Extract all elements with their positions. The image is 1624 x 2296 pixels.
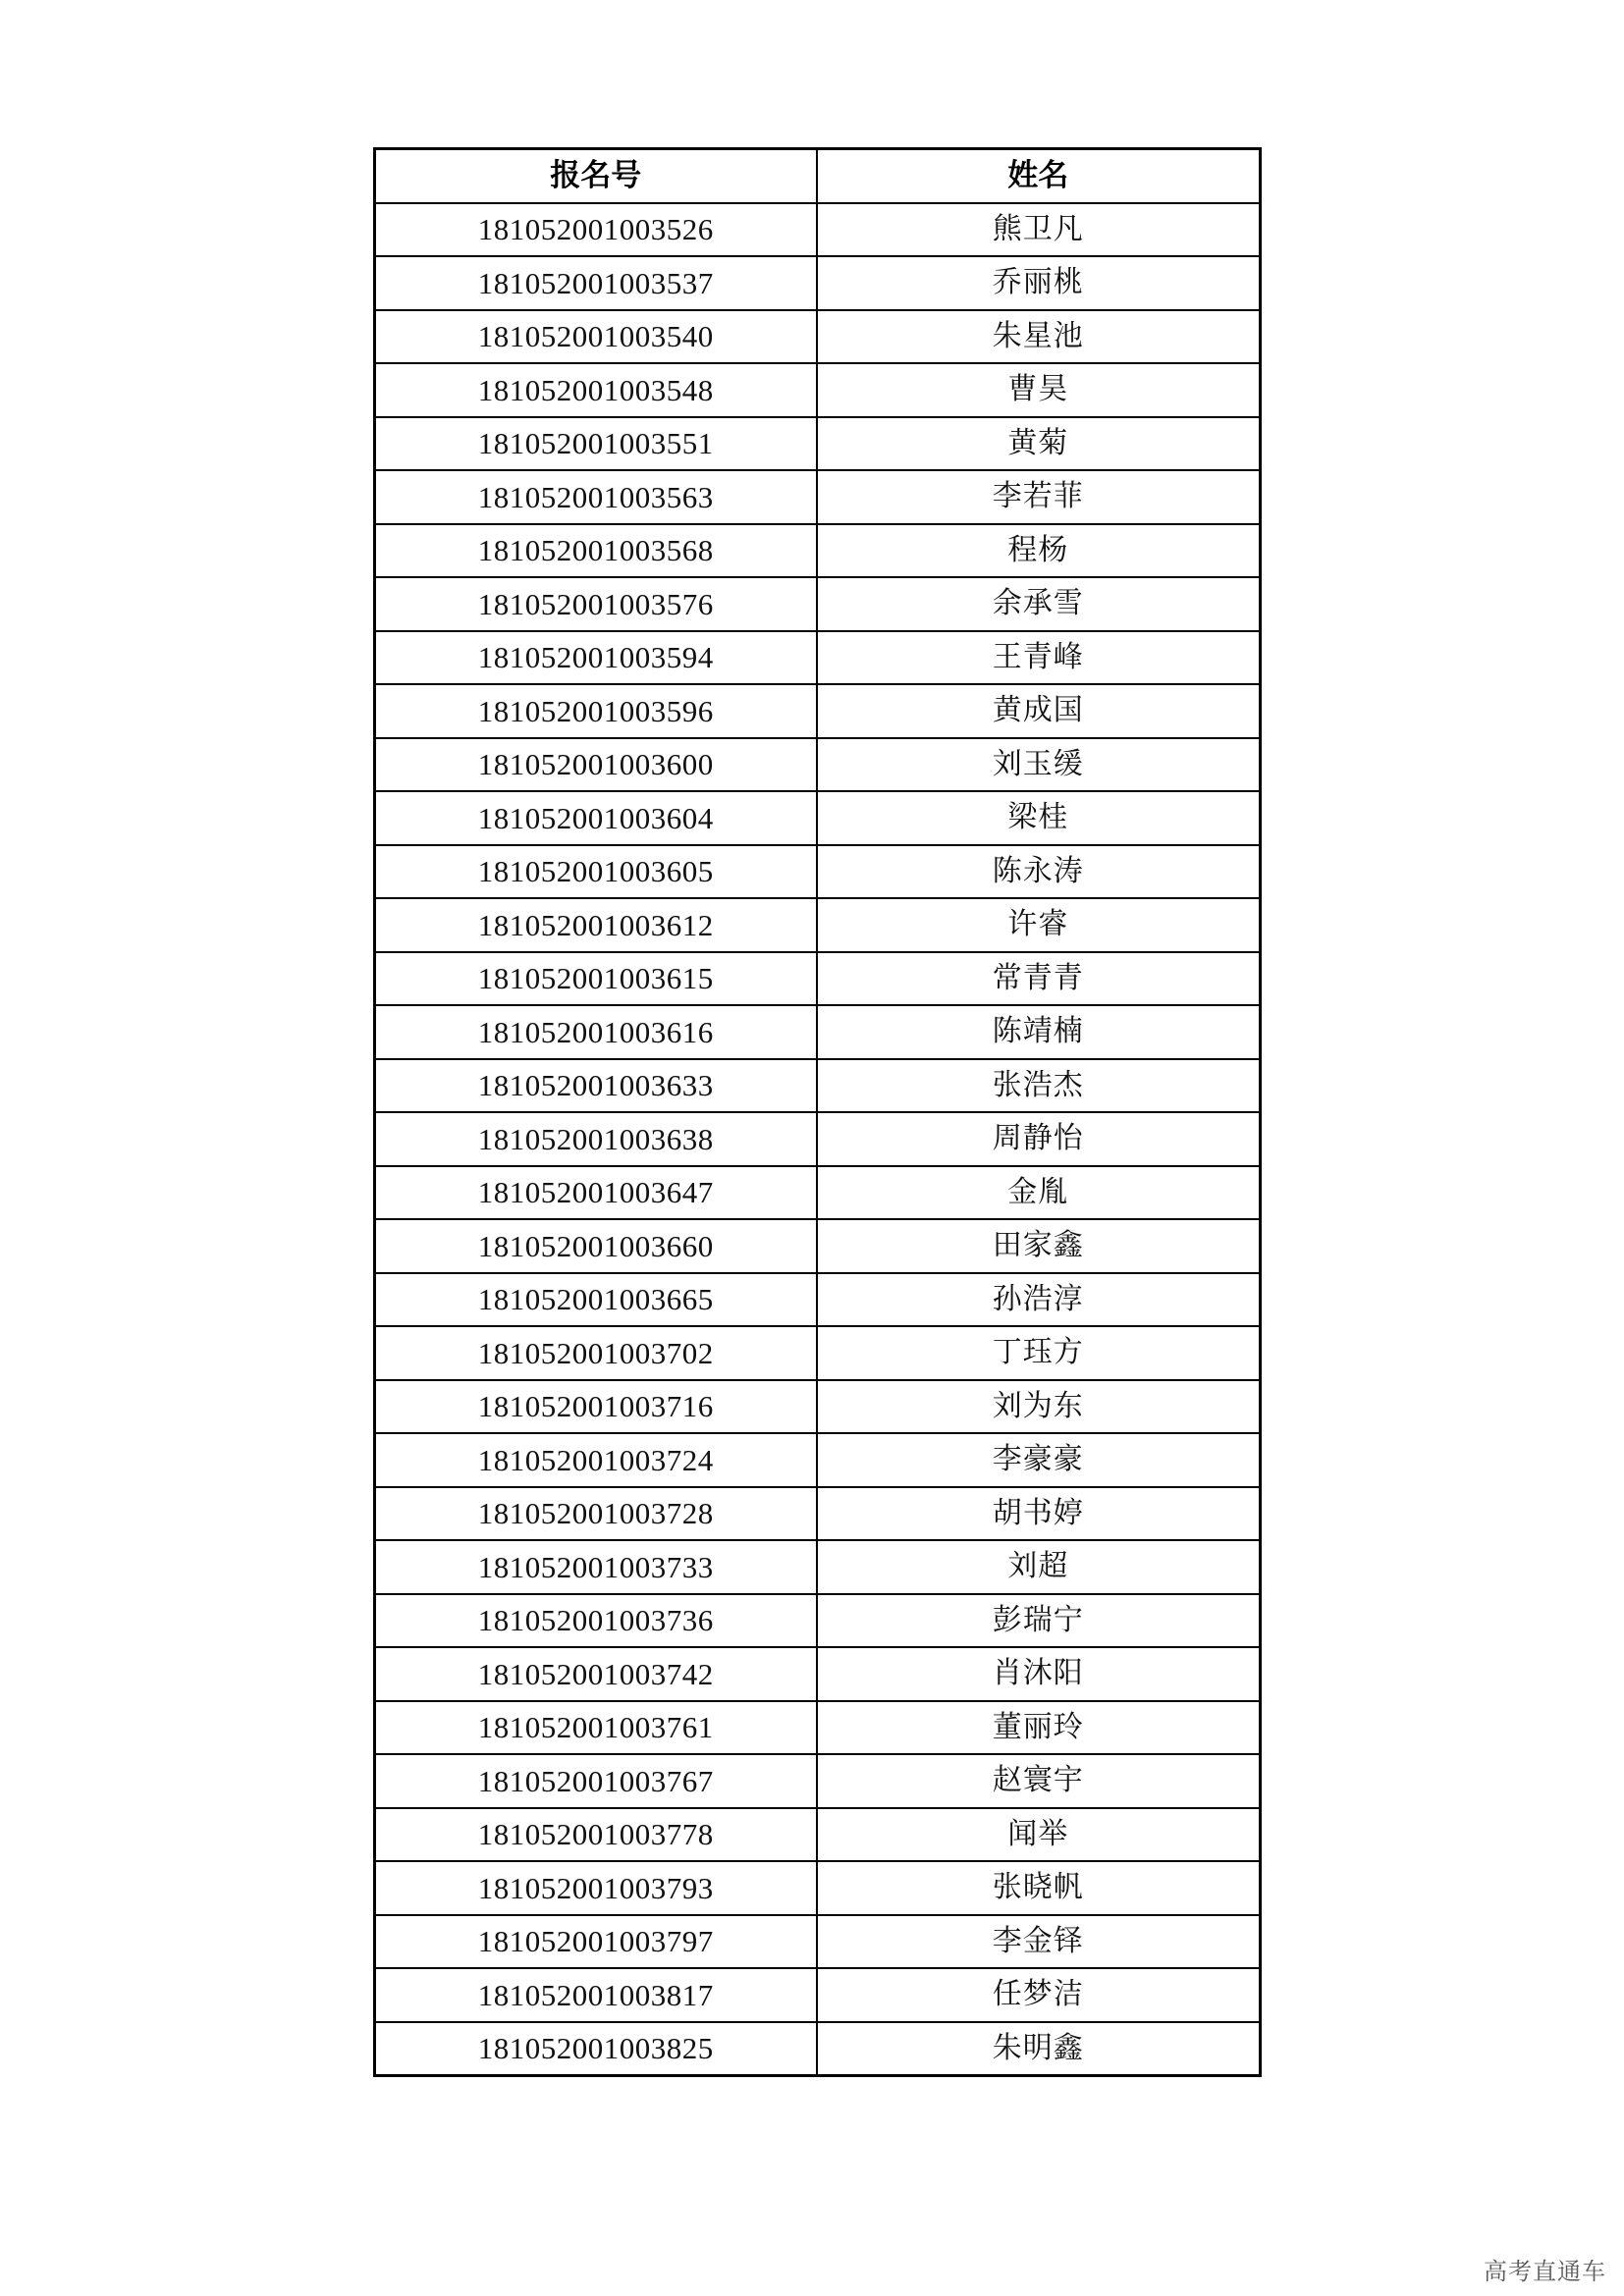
registration-number-cell: 181052001003605 — [375, 845, 817, 899]
table-row — [375, 1915, 1261, 1969]
registration-number-cell: 181052001003540 — [375, 310, 817, 364]
registration-number-cell: 181052001003797 — [375, 1915, 817, 1969]
name-cell: 丁珏方 — [817, 1326, 1261, 1380]
table-row — [375, 1754, 1261, 1808]
registration-number-cell: 181052001003600 — [375, 738, 817, 792]
registration-number-cell: 181052001003537 — [375, 256, 817, 310]
registration-number-cell: 181052001003568 — [375, 524, 817, 578]
table-row — [375, 1273, 1261, 1327]
watermark-text: 高考直通车 — [1484, 2258, 1606, 2285]
name-cell: 朱明鑫 — [817, 2022, 1261, 2076]
table-row — [375, 684, 1261, 738]
name-cell: 朱星池 — [817, 310, 1261, 364]
name-cell: 刘超 — [817, 1540, 1261, 1594]
registration-number-cell: 181052001003736 — [375, 1594, 817, 1648]
registration-number-cell: 181052001003638 — [375, 1112, 817, 1166]
registration-number-cell: 181052001003647 — [375, 1166, 817, 1220]
name-cell: 李金铎 — [817, 1915, 1261, 1969]
registration-number-cell: 181052001003825 — [375, 2022, 817, 2076]
table-row — [375, 1380, 1261, 1434]
registration-number-cell: 181052001003665 — [375, 1273, 817, 1327]
table-row — [375, 1166, 1261, 1220]
table-header-row — [375, 149, 1261, 203]
name-cell: 刘玉缓 — [817, 738, 1261, 792]
name-cell: 许睿 — [817, 898, 1261, 952]
header-name: 姓名 — [817, 149, 1261, 203]
table-row — [375, 1219, 1261, 1273]
registration-number-cell: 181052001003728 — [375, 1487, 817, 1541]
table-row — [375, 738, 1261, 792]
registration-number-cell: 181052001003576 — [375, 577, 817, 631]
registration-number-cell: 181052001003604 — [375, 791, 817, 845]
table-row — [375, 470, 1261, 524]
name-cell: 黄菊 — [817, 417, 1261, 471]
table-row — [375, 363, 1261, 417]
name-cell: 张浩杰 — [817, 1059, 1261, 1113]
registration-number-cell: 181052001003563 — [375, 470, 817, 524]
name-cell: 曹昊 — [817, 363, 1261, 417]
registration-number-cell: 181052001003551 — [375, 417, 817, 471]
name-cell: 金胤 — [817, 1166, 1261, 1220]
name-cell: 胡书婷 — [817, 1487, 1261, 1541]
registration-number-cell: 181052001003817 — [375, 1968, 817, 2022]
name-cell: 孙浩淳 — [817, 1273, 1261, 1327]
table-row — [375, 1112, 1261, 1166]
table-row — [375, 631, 1261, 685]
name-cell: 周静怡 — [817, 1112, 1261, 1166]
table-row — [375, 1059, 1261, 1113]
name-cell: 闻举 — [817, 1808, 1261, 1862]
registration-number-cell: 181052001003660 — [375, 1219, 817, 1273]
name-cell: 肖沐阳 — [817, 1647, 1261, 1701]
registration-number-cell: 181052001003767 — [375, 1754, 817, 1808]
table-row — [375, 1540, 1261, 1594]
registration-table — [373, 147, 1262, 2077]
table-row — [375, 1594, 1261, 1648]
name-cell: 余承雪 — [817, 577, 1261, 631]
table-row — [375, 1861, 1261, 1915]
registration-number-cell: 181052001003716 — [375, 1380, 817, 1434]
registration-number-cell: 181052001003742 — [375, 1647, 817, 1701]
name-cell: 熊卫凡 — [817, 203, 1261, 257]
registration-number-cell: 181052001003596 — [375, 684, 817, 738]
registration-number-cell: 181052001003633 — [375, 1059, 817, 1113]
name-cell: 赵寰宇 — [817, 1754, 1261, 1808]
name-cell: 乔丽桃 — [817, 256, 1261, 310]
name-cell: 陈靖楠 — [817, 1005, 1261, 1059]
name-cell: 李若菲 — [817, 470, 1261, 524]
name-cell: 常青青 — [817, 952, 1261, 1006]
registration-number-cell: 181052001003778 — [375, 1808, 817, 1862]
registration-number-cell: 181052001003702 — [375, 1326, 817, 1380]
table-row — [375, 2022, 1261, 2076]
name-cell: 王青峰 — [817, 631, 1261, 685]
table-row — [375, 845, 1261, 899]
table-row — [375, 577, 1261, 631]
table-row — [375, 256, 1261, 310]
registration-number-cell: 181052001003733 — [375, 1540, 817, 1594]
name-cell: 彭瑞宁 — [817, 1594, 1261, 1648]
name-cell: 任梦洁 — [817, 1968, 1261, 2022]
table-row — [375, 1487, 1261, 1541]
registration-number-cell: 181052001003612 — [375, 898, 817, 952]
name-cell: 程杨 — [817, 524, 1261, 578]
table-body — [375, 203, 1261, 2076]
table-row — [375, 310, 1261, 364]
table-row — [375, 898, 1261, 952]
name-cell: 梁桂 — [817, 791, 1261, 845]
name-cell: 田家鑫 — [817, 1219, 1261, 1273]
table-row — [375, 524, 1261, 578]
name-cell: 刘为东 — [817, 1380, 1261, 1434]
registration-number-cell: 181052001003594 — [375, 631, 817, 685]
name-cell: 李豪豪 — [817, 1433, 1261, 1487]
name-cell: 张晓帆 — [817, 1861, 1261, 1915]
table-row — [375, 1005, 1261, 1059]
table-row — [375, 952, 1261, 1006]
registration-number-cell: 181052001003548 — [375, 363, 817, 417]
registration-number-cell: 181052001003761 — [375, 1701, 817, 1755]
table-row — [375, 1326, 1261, 1380]
table-row — [375, 1701, 1261, 1755]
name-cell: 陈永涛 — [817, 845, 1261, 899]
table-row — [375, 417, 1261, 471]
table-row — [375, 1433, 1261, 1487]
header-registration-number: 报名号 — [375, 149, 817, 203]
registration-number-cell: 181052001003616 — [375, 1005, 817, 1059]
table-row — [375, 1968, 1261, 2022]
table-row — [375, 203, 1261, 257]
registration-number-cell: 181052001003793 — [375, 1861, 817, 1915]
table-row — [375, 791, 1261, 845]
name-cell: 黄成国 — [817, 684, 1261, 738]
table-row — [375, 1647, 1261, 1701]
registration-number-cell: 181052001003526 — [375, 203, 817, 257]
name-cell: 董丽玲 — [817, 1701, 1261, 1755]
table-row — [375, 1808, 1261, 1862]
registration-number-cell: 181052001003724 — [375, 1433, 817, 1487]
registration-number-cell: 181052001003615 — [375, 952, 817, 1006]
